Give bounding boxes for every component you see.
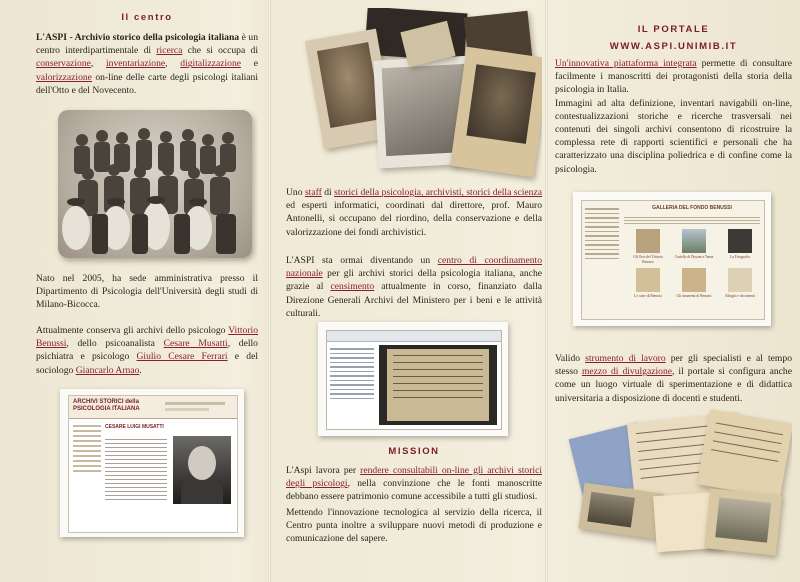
text: , [90, 58, 106, 70]
mission-paragraph-2: Mettendo l'innovazione tecnologica al servizio della ricerca, il Centro punta inoltre a sviluppare nuovi metodi di produzione e comunicazione del sapere. [286, 507, 542, 545]
fold-line-right [545, 0, 548, 582]
gallery-title: GALLERIA DEL FONDO BENUSSI [652, 205, 732, 211]
link-inventariazione[interactable]: inventariazione [106, 58, 166, 70]
text: , nella convinzione che le fonti manoscritte debbano essere patrimonio comune accessibile a tutti gli studiosi. [286, 478, 542, 503]
text: permette di consultare facilmente i manoscritti dei protagonisti della storia della psicologia in Italia. [555, 58, 792, 96]
gallery-item-label: Castello di Doyant e Tenaz [674, 255, 714, 259]
founded-paragraph: Nato nel 2005, ha sede amministrativa presso il Dipartimento di Psicologia dell'Università degli studi di Milano-Bicocca. [36, 273, 258, 311]
aspi-name: L'ASPI - Archivio storico della psicologia italiana [36, 32, 240, 43]
website-banner: ARCHIVI STORICI della PSICOLOGIA ITALIANA [73, 399, 140, 412]
text: on-line delle carte degli psicologi italiani dell'Otto e del Novecento. [36, 71, 258, 96]
text: , dello psicoanalista [66, 338, 164, 350]
gallery-item[interactable] [720, 268, 760, 299]
text: per gli specialisti e al tempo stesso [555, 353, 792, 378]
gallery-item-label: Gli Orto del Vittorio Benussi [633, 255, 663, 264]
link-archivi-online[interactable]: rendere consultabili on-line gli archivi storici degli psicologi [286, 465, 542, 490]
gallery-item[interactable] [674, 268, 714, 299]
mission-paragraph [286, 464, 542, 504]
panel-il-portale [555, 8, 792, 568]
text: Attualmente conserva gli archivi dello psicologo [36, 325, 229, 336]
group-photo-figures [58, 110, 252, 258]
link-censimento[interactable]: censimento [330, 281, 375, 293]
text: L'ASPI sta ormai diventando un [286, 255, 438, 266]
website-screenshot-archive [318, 322, 508, 436]
website-screenshot-gallery [573, 192, 771, 326]
link-giancarlo-arnao[interactable]: Giancarlo Arnao [75, 364, 140, 376]
section-title-il-centro: Il centro [121, 12, 173, 23]
gallery-item[interactable] [720, 229, 760, 264]
coordination-paragraph [286, 254, 542, 320]
link-piattaforma-integrata[interactable]: Un'innovativa piattaforma integrata [555, 58, 697, 69]
link-storici[interactable]: storici della psicologia, archivisti, storici della scienza [334, 187, 542, 198]
staff-paragraph [286, 186, 542, 239]
link-cesare-musatti[interactable]: Cesare Musatti [163, 338, 228, 350]
gallery-item-label: La Fotografia [730, 255, 750, 259]
group-photo [58, 110, 252, 258]
portal-url-link[interactable]: WWW.ASPI.UNIMIB.IT [609, 41, 738, 52]
link-giulio-cesare-ferrari[interactable]: Giulio Cesare Ferrari [136, 351, 228, 363]
website-page-title: CESARE LUIGI MUSATTI [105, 424, 164, 430]
text: , [165, 58, 181, 70]
text: Uno [286, 187, 305, 198]
archives-paragraph [36, 324, 258, 377]
text: attualmente in corso, finanziato dalla Direzione Generali Archivi del Ministero per i beni e le attività culturali. [286, 281, 542, 319]
section-title-il-portale: IL PORTALE [637, 24, 710, 35]
text: è un centro interdipartimentale di [36, 32, 258, 57]
gallery-grid [628, 229, 760, 299]
link-valorizzazione[interactable]: valorizzazione [36, 71, 92, 83]
link-staff[interactable]: staff [304, 187, 322, 198]
text: ed esperti informatici, coordinati dal direttore, prof. Mauro Antonelli, si occupano del riordino, della conservazione e della valorizzazione dei fondi archivistici. [286, 200, 542, 238]
link-conservazione[interactable]: conservazione [36, 58, 91, 70]
intro-paragraph [36, 31, 258, 97]
link-strumento-lavoro[interactable]: strumento di lavoro [585, 353, 666, 364]
letters-collage [575, 416, 791, 566]
website-screenshot-musatti [60, 389, 244, 537]
text: Valido [555, 353, 586, 364]
text: . [139, 364, 142, 376]
gallery-item-label: Gli strumenti di Benussi [676, 294, 712, 298]
text: per gli archivi storici della psicologia italiana, anche grazie al [286, 268, 542, 293]
archive-photos-collage [286, 8, 542, 180]
panel-il-centro [36, 8, 258, 568]
portal-paragraph-2: Immagini ad alta definizione, inventari navigabili on-line, contestualizzazioni storiche e ricerche trasversali nei contenuti dei singoli archivi consentono di ricostruire la complessa rete di rapporti scientifici e personali che ha caratterizzato una disciplina poliedrica e di confine come la psicologia. [555, 97, 792, 175]
gallery-item[interactable] [628, 268, 668, 299]
fold-line-left [268, 0, 271, 582]
text: , il portale si configura anche come un luogo virtuale di sperimentazione e di didattica universitaria a disposizione di docenti e studenti. [555, 366, 792, 404]
text: e [241, 58, 258, 70]
tool-paragraph [555, 352, 792, 405]
link-mezzo-divulgazione[interactable]: mezzo di divulgazione [581, 366, 673, 378]
musatti-portrait [173, 436, 231, 504]
text: che si occupa di [182, 45, 258, 57]
link-vittorio-benussi[interactable]: Vittorio Benussi [36, 325, 258, 350]
link-centro-coordinamento[interactable]: centro di coordinamento nazionale [286, 255, 542, 280]
gallery-item-label: Le carte di Benussi [634, 294, 662, 298]
text: di [321, 187, 335, 198]
link-ricerca[interactable]: ricerca [156, 45, 183, 57]
gallery-item[interactable] [674, 229, 714, 264]
portal-paragraph [555, 57, 792, 97]
panel-staff-mission [286, 8, 542, 568]
section-title-mission: MISSION [388, 446, 440, 457]
text: , dello psichiatra e psicologo [36, 338, 258, 363]
text: e del sociologo [36, 351, 258, 376]
link-digitalizzazione[interactable]: digitalizzazione [180, 58, 241, 70]
manuscript-viewer [379, 345, 497, 425]
gallery-item[interactable] [628, 229, 668, 264]
gallery-item-label: Allegati e documenti [724, 294, 756, 298]
text: L'Aspi lavora per [286, 465, 361, 476]
